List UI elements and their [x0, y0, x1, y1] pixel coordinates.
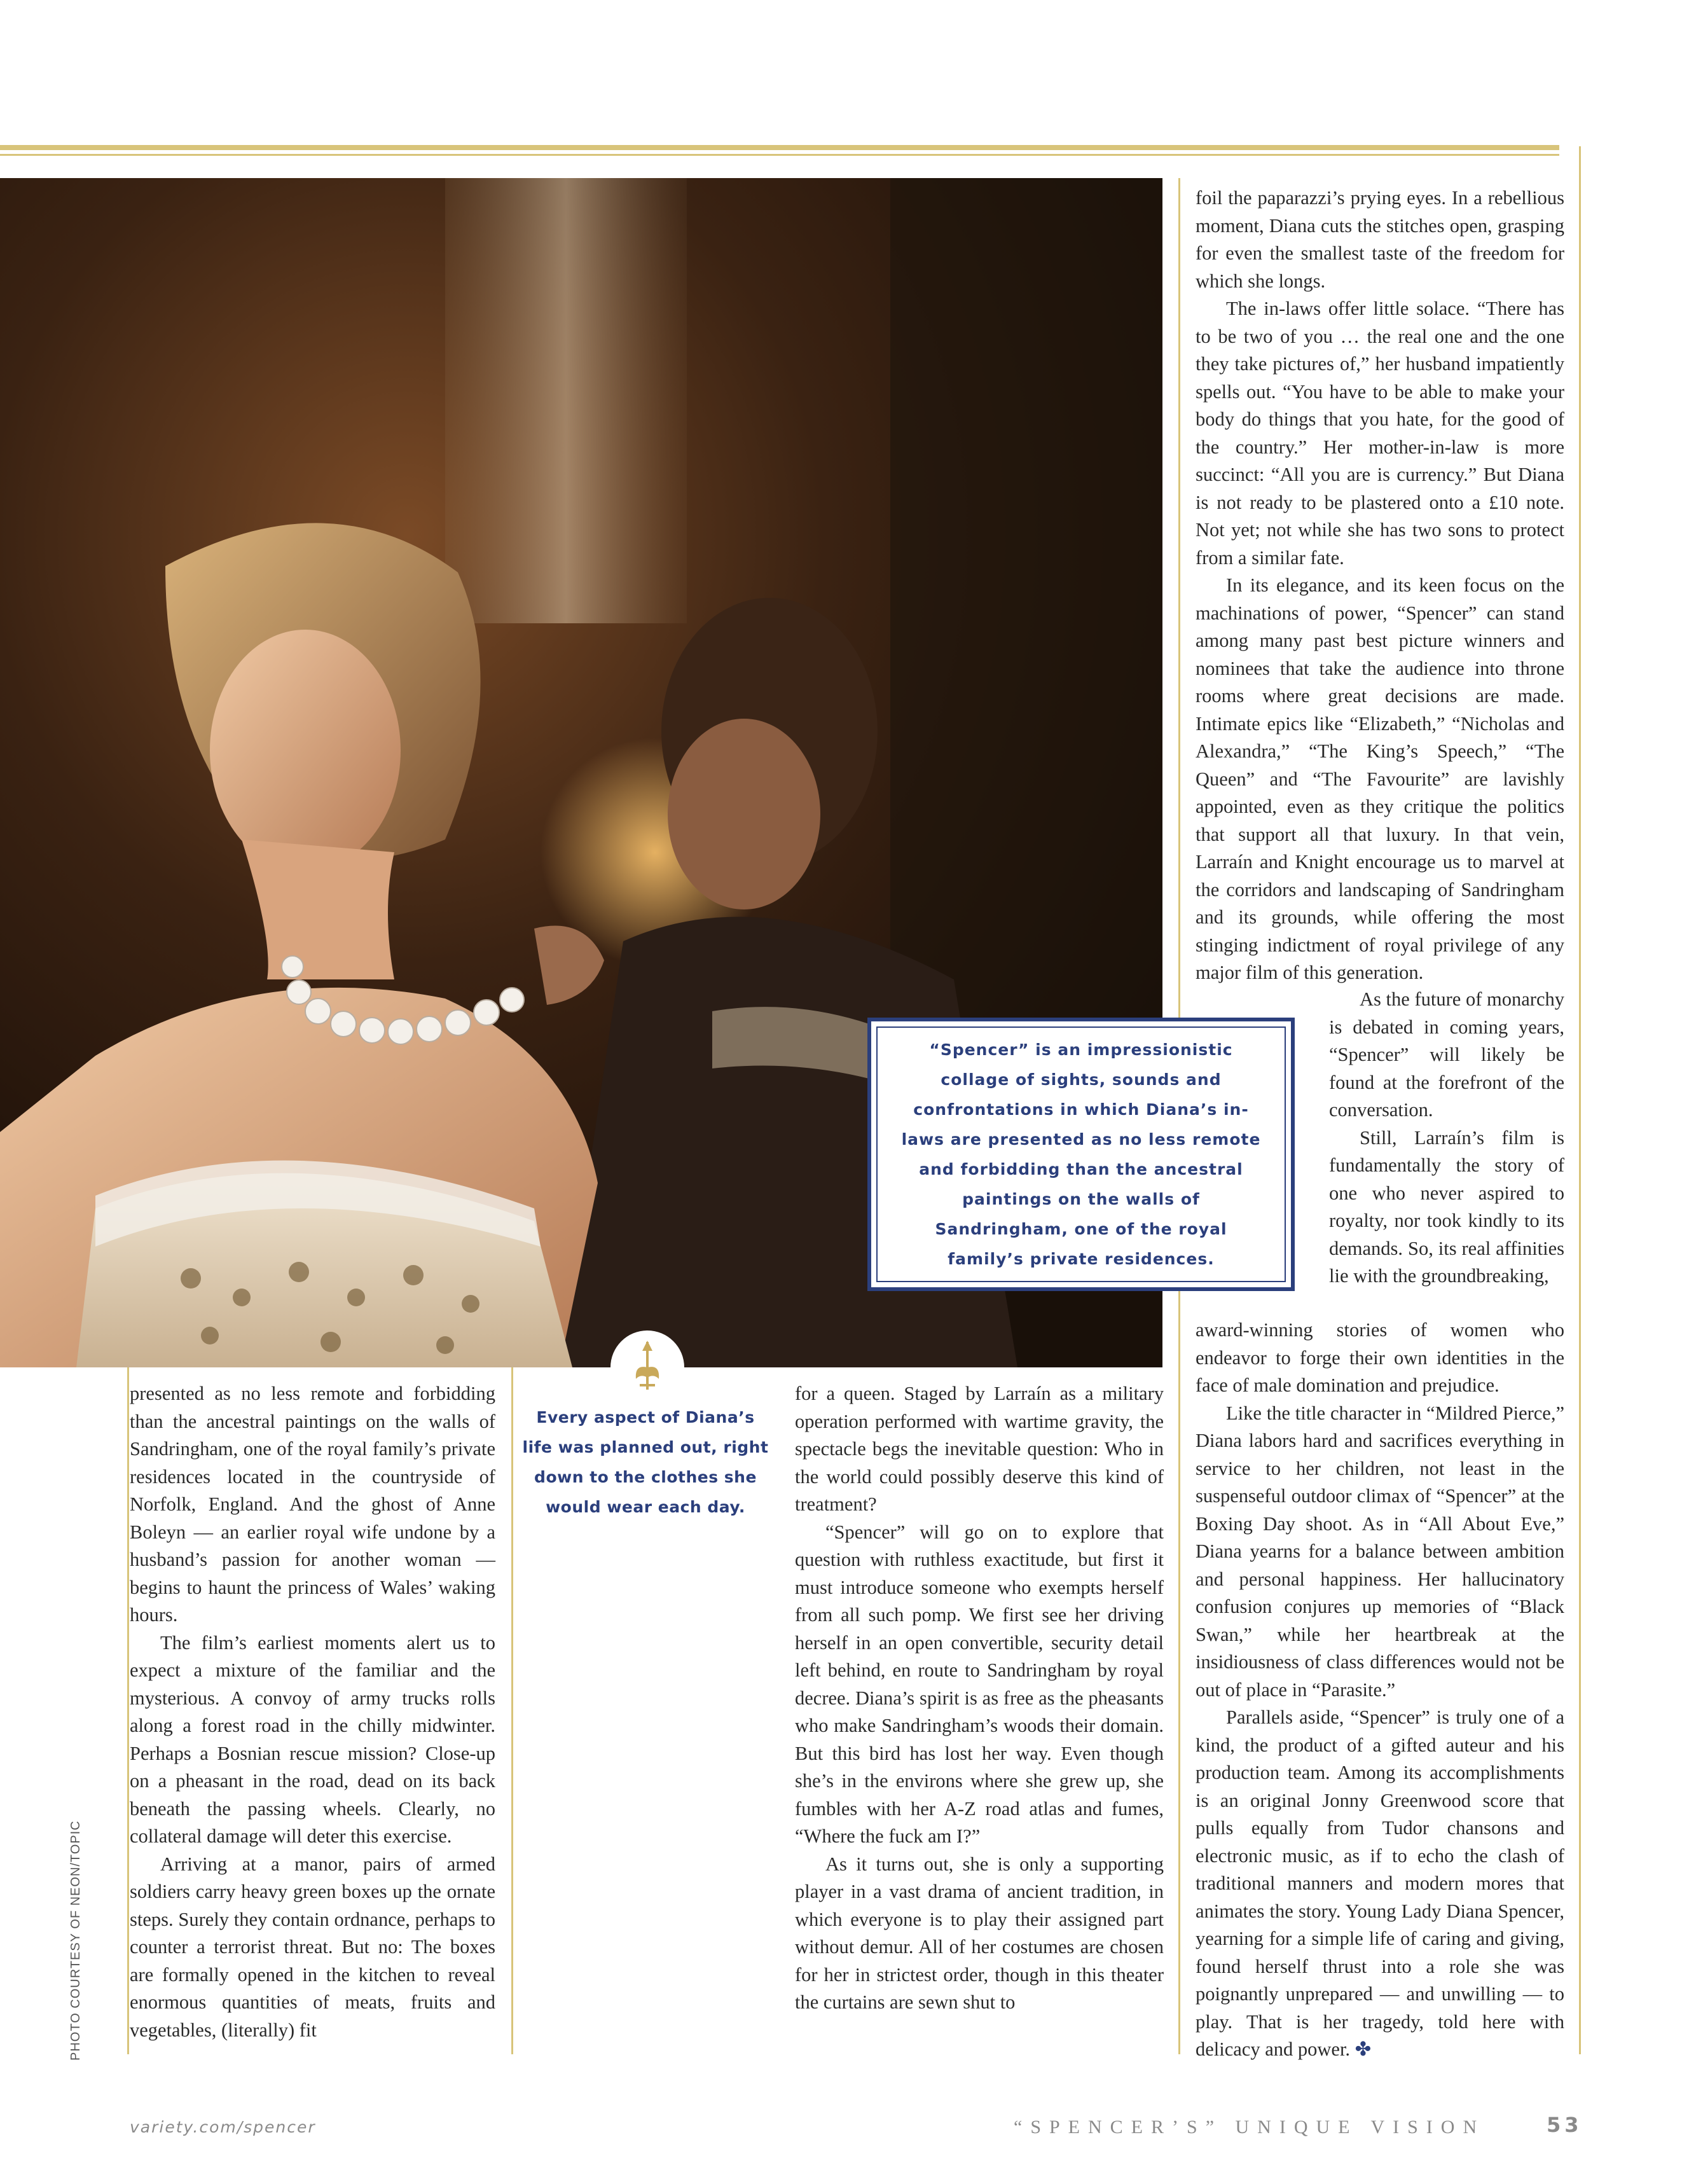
- col3-paragraph-3: In its elegance, and its keen focus on the machinations of power, “Spencer” can stand among many past best picture winners and nominees that take the audience into throne rooms where great decisions are made. Intimate epics like “Elizabeth,” “Nicholas and Alexandra,” “The King’s Speech,” “The Queen” and “The Favourite” are lavishly appointed, even as they critique the politics that support all that luxury. In that vein, Larraín and Knight encourage us to marvel at the corridors and landscaping of Sandringham and its grounds, while offering the most stinging indictment of royal privilege of any major film of this generation.: [1196, 574, 1564, 983]
- column-rule-left: [127, 1367, 129, 2054]
- side-quote: Every aspect of Diana’s life was planned out, right down to the clothes she would wear each day.: [522, 1408, 769, 1516]
- col3-paragraph-7: [1196, 1704, 1564, 2064]
- footer-url-link[interactable]: variety.com/spencer: [130, 2118, 316, 2136]
- col1-paragraph-1: presented as no less remote and forbidding than the ancestral paintings on the walls of Sandringham, one of the royal family’s private residences located in the countryside of Norfolk, England. And the ghost of Anne Boleyn — an earlier royal wife undone by a husband’s passion for another woman — begins to haunt the princess of Wales’ waking hours.: [130, 1383, 495, 1626]
- fleur-emblem-icon: [609, 1329, 686, 1406]
- col3-paragraph-4: As the future of monarchy is debated in coming years, “Spencer” will likely be found at the forefront of the conversation.: [1329, 988, 1564, 1121]
- article-column-3-bottom: [1196, 1317, 1564, 2064]
- top-rule-thin: [0, 154, 1559, 156]
- article-column-3-top: [1196, 184, 1564, 987]
- footer-section-title: “SPENCER’S” UNIQUE VISION: [1014, 2117, 1486, 2138]
- pull-quote-inner-border: [876, 1026, 1286, 1282]
- col2-paragraph-1: for a queen. Staged by Larraín as a military operation performed with wartime gravity, the spectacle begs the inevitable question: Who in the world could possibly deserve this kind of treatment?: [795, 1383, 1164, 1515]
- article-column-3-narrow: [1329, 986, 1564, 1290]
- end-mark-icon: ✤: [1355, 2038, 1372, 2061]
- article-column-1: [130, 1380, 495, 2044]
- photo-credit: PHOTO COURTESY OF NEON/TOPIC: [69, 1820, 83, 2061]
- page-number: 53: [1547, 2113, 1583, 2137]
- col1-paragraph-2: The film’s earliest moments alert us to expect a mixture of the familiar and the mysterious. A convoy of army trucks rolls along a forest road in the chilly midwinter. Perhaps a Bosnian rescue mission? Close-up on a pheasant in the road, dead on its back beneath the passing wheels. Clearly, no collateral damage will deter this exercise.: [130, 1631, 495, 1847]
- col2-paragraph-2: “Spencer” will go on to explore that question with ruthless exactitude, but first it must introduce someone who exempts herself from all such pomp. We first see her driving herself in an open convertible, security detail left behind, en route to Sandringham by royal decree. Diana’s spirit is as free as the pheasants who make Sandringham’s woods their domain. But this bird has lost her way. Even though she’s in the environs where she grew up, she fumbles with her A-Z road atlas and fumes, “Where the fuck am I?”: [795, 1521, 1164, 1847]
- article-column-2: [795, 1380, 1164, 2017]
- col2-paragraph-3: As it turns out, she is only a supporting player in a vast drama of ancient tradition, in which everyone is to play their assigned part without demur. All of her costumes are chosen for her in strictest order, though in this theater the curtains are sewn shut to: [795, 1853, 1164, 2013]
- col3-paragraph-5b: award-winning stories of women who endeavor to forge their own identities in the face of male domination and prejudice.: [1196, 1319, 1564, 1396]
- col3-paragraph-5a: Still, Larraín’s film is fundamentally the story of one who never aspired to royalty, nor took kindly to its demands. So, its real affinities lie with the groundbreaking,: [1329, 1126, 1564, 1287]
- top-rule-thick: [0, 145, 1559, 150]
- column-rule-right: [1579, 146, 1581, 2054]
- col1-paragraph-3: Arriving at a manor, pairs of armed soldiers carry heavy green boxes up the ornate steps. Surely they contain ordnance, perhaps to counter a terrorist threat. But no: The boxes are formally opened in the kitchen to reveal enormous quantities of meats, fruits and vegetables, (literally) fit: [130, 1853, 495, 2041]
- col3-paragraph-1: foil the paparazzi’s prying eyes. In a rebellious moment, Diana cuts the stitches open, grasping for even the smallest taste of the freedom for which she longs.: [1196, 187, 1564, 292]
- col3-paragraph-6: Like the title character in “Mildred Pierce,” Diana labors hard and sacrifices everything in service to her children, not least in the suspenseful outdoor climax of “Spencer” at the Boxing Day shoot. As in “All About Eve,” Diana yearns for a balance between ambition and personal happiness. Her hallucinatory confusion conjures up memories of “Black Swan,” while her heartbreak at the insidiousness of class differences would not be out of place in “Parasite.”: [1196, 1402, 1564, 1701]
- col3-paragraph-7-text: Parallels aside, “Spencer” is truly one of a kind, the product of a gifted auteur and his production team. Among its accomplishments is an original Jonny Greenwood score that pulls equally from Tudor chansons and electronic music, as if to echo the clash of traditional manners and modern mores that animates the story. Young Lady Diana Spencer, yearning for a simple life of caring and giving, found herself thrust into a role she was poignantly unprepared — and unwilling — to play. That is her tragedy, told here with delicacy and power.: [1196, 1706, 1564, 2060]
- column-rule-mid-left: [511, 1367, 513, 2054]
- col3-paragraph-2: The in-laws offer little solace. “There has to be two of you … the real one and the one they take pictures of,” her husband impatiently spells out. “You have to be able to make your body do things that you hate, for the good of the country.” Her mother-in-law is more succinct: “All you are is currency.” But Diana is not ready to be plastered onto a £10 note. Not yet; not while she has two sons to protect from a similar fate.: [1196, 298, 1564, 569]
- pull-quote-box: [867, 1018, 1295, 1291]
- pull-quote-text: “Spencer” is an impressionistic collage of sights, sounds and confrontations in which Diana’s in-laws are presented as no less remote and forbidding than the ancestral paintings on the walls of Sandringham, one of the royal family’s private residences.: [901, 1040, 1261, 1268]
